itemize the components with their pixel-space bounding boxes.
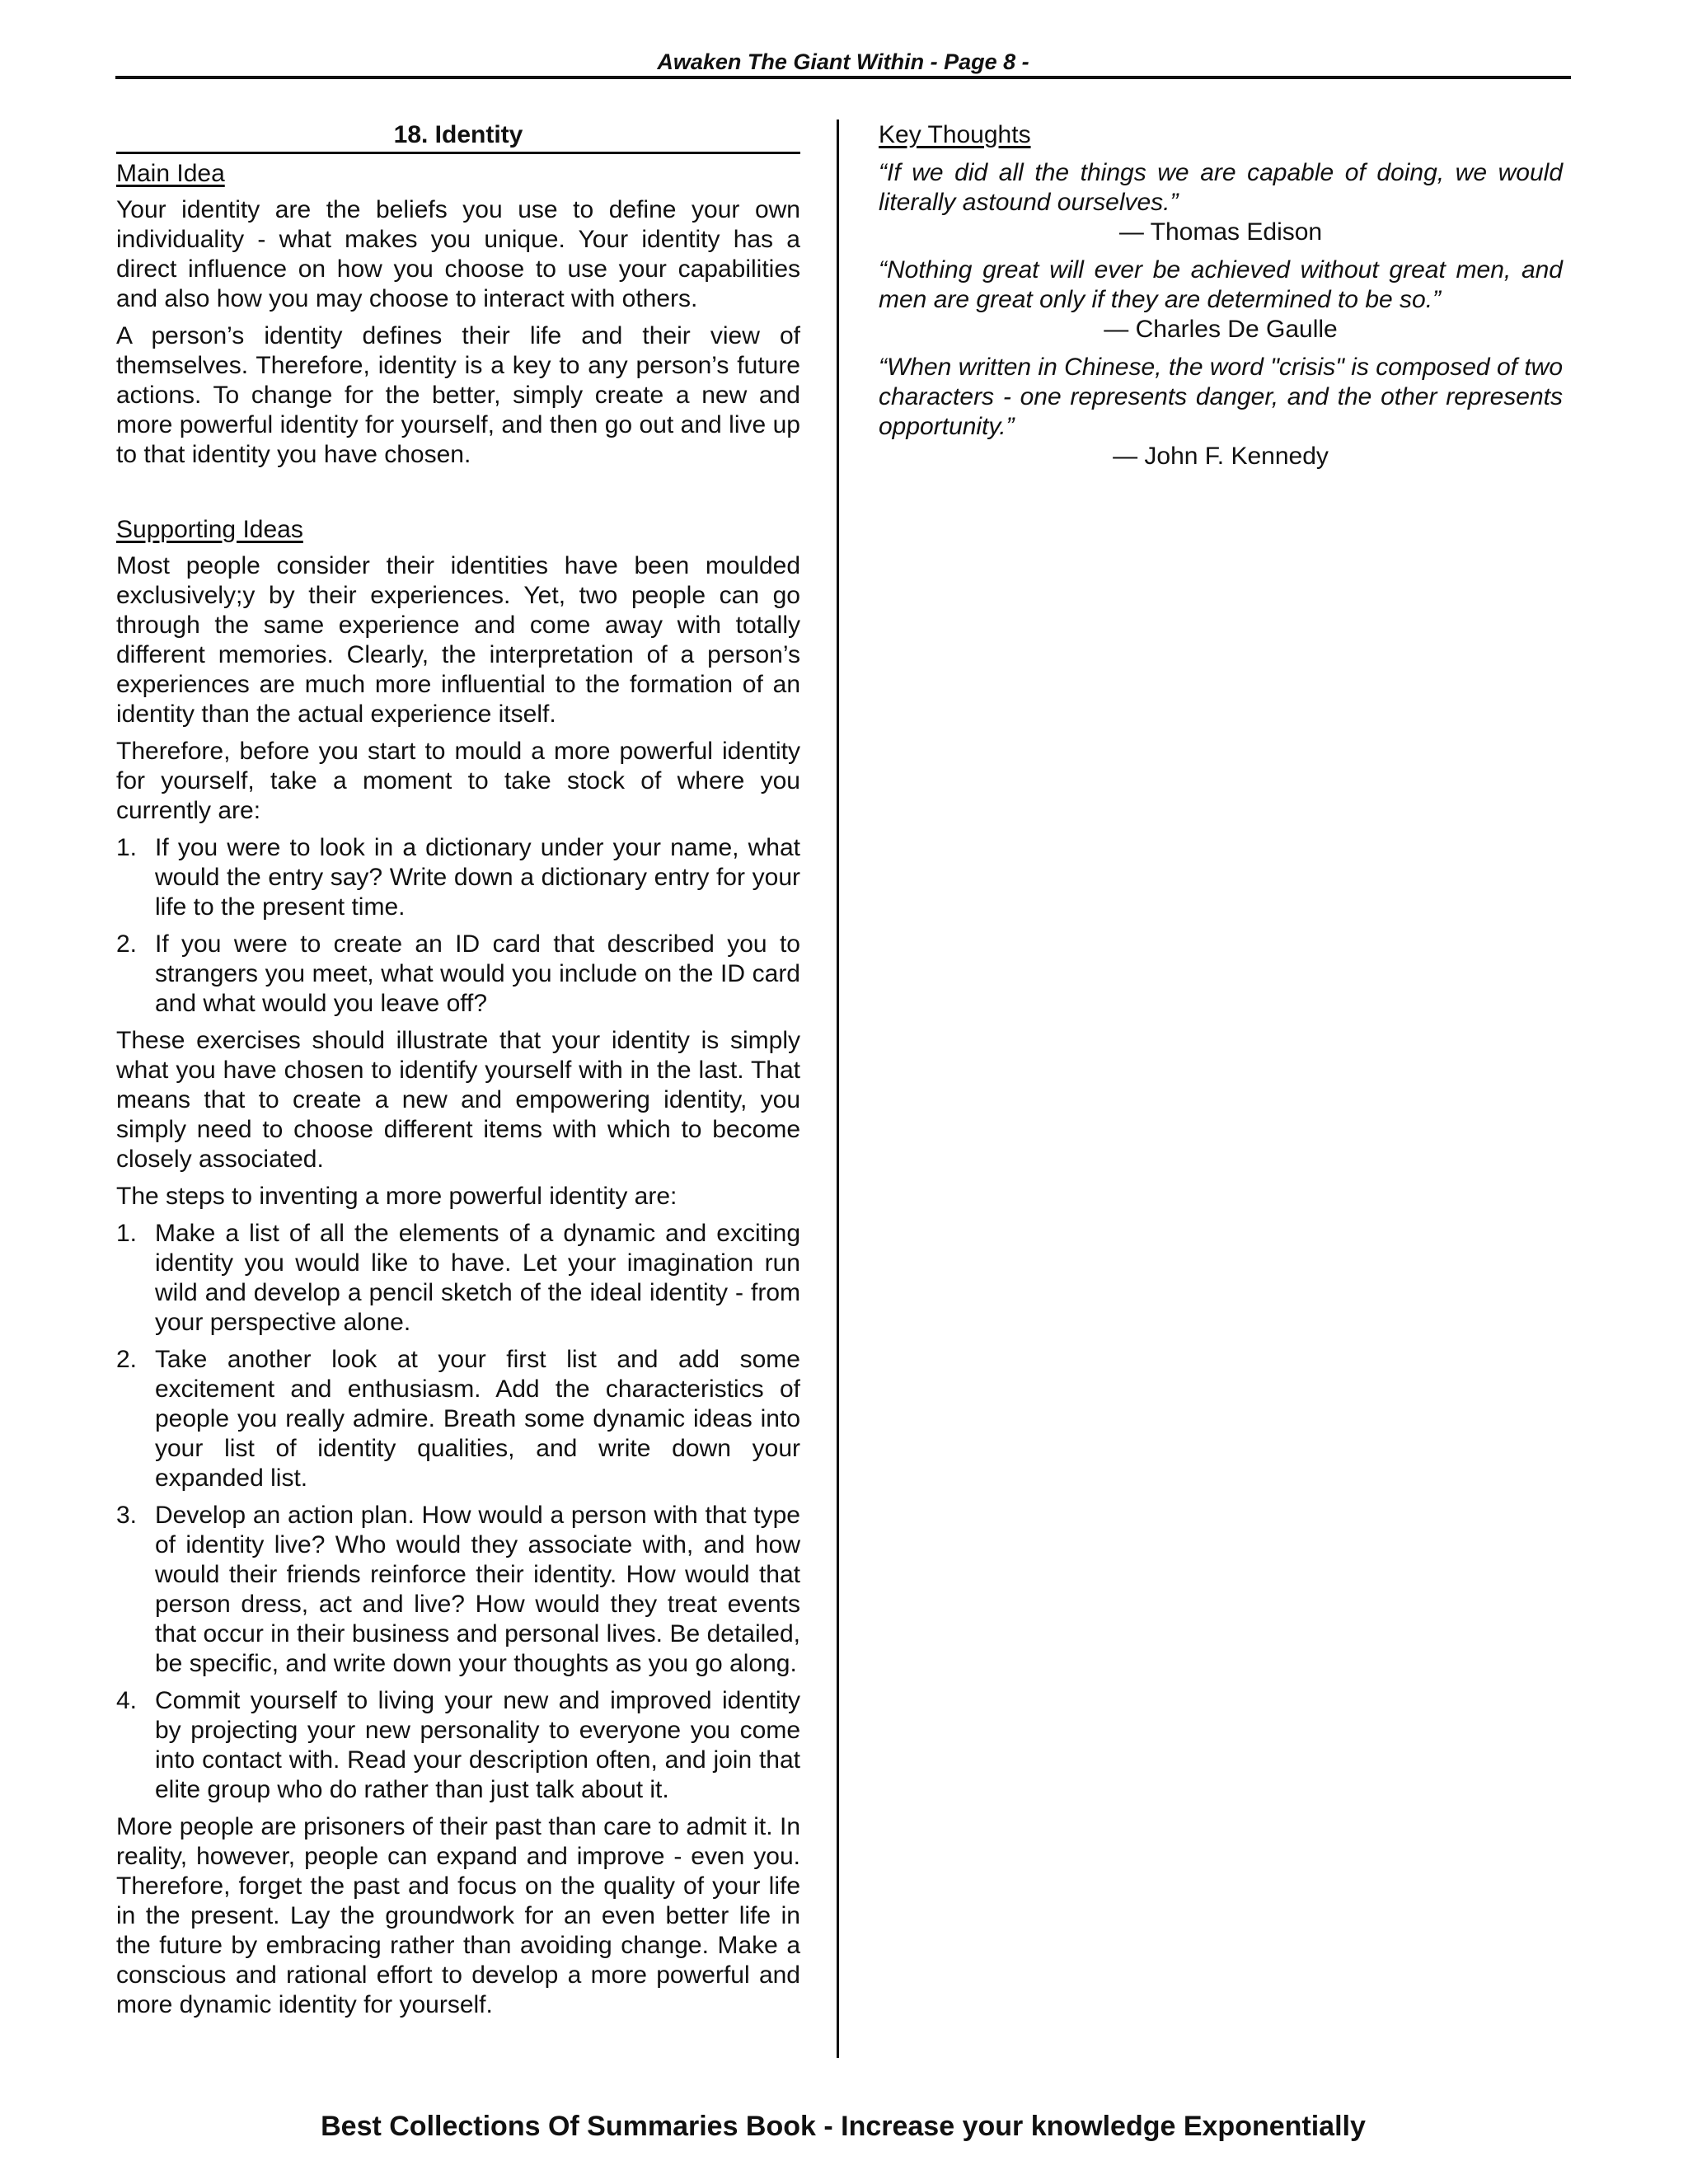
list-item [116,1686,800,1805]
list-item-text: Take another look at your first list and add some excitement and enthusiasm. Add the characteristics of people you really admire. Breath some dynamic ideas into your list of identity qualities, and write down your expanded list. [155,1346,800,1492]
list-item [116,833,800,922]
supporting-paragraph-3: These exercises should illustrate that your identity is simply what you have chosen to identify yourself with in the last. That means that to create a new and empowering identity, you simply need to choose different items with which to become closely associated. [116,1027,800,1173]
section-spacer [116,477,800,515]
list-item-number: 2. [116,1346,138,1373]
quote-author: — John F. Kennedy [1113,443,1329,470]
list-item-number: 3. [116,1502,138,1529]
list-item-text: Commit yourself to living your new and improved identity by projecting your new personality to everyone you come into contact with. Read your description often, and join that elite group who do rather than just talk about it. [155,1687,800,1803]
supporting-ideas-heading: Supporting Ideas [116,516,303,543]
quote-author: — Thomas Edison [1118,218,1323,246]
supporting-paragraph-4: The steps to inventing a more powerful identity are: [116,1183,678,1210]
list-item-number: 2. [116,930,138,958]
list-item [116,1501,800,1679]
column-divider [837,120,839,2058]
supporting-paragraph-1: Most people consider their identities have been moulded exclusively;y by their experiences. Yet, two people can go through the same experience and come away with totally different memories. Clearly, the interpretation of a person’s experiences are much more influential to the formation of an identity than the actual experience itself. [116,552,800,728]
left-column [116,120,800,2027]
list-item-text: Make a list of all the elements of a dynamic and exciting identity you would like to have. Let your imagination run wild and develop a pencil sketch of the ideal identity - from your perspective alone. [155,1220,800,1336]
quote-text: “When written in Chinese, the word "crisis" is composed of two characters - one represents danger, and the other represents opportunity.” [879,354,1563,440]
page-header: Awaken The Giant Within - Page 8 - [657,49,1029,74]
main-idea-paragraph-1: Your identity are the beliefs you use to define your own individuality - what makes you unique. Your identity has a direct influence on how you choose to use your capabilities and also how you may choose to interact with others. [116,196,800,312]
list-item-text: If you were to create an ID card that described you to strangers you meet, what would you include on the ID card and what would you leave off? [155,930,800,1017]
quote-author: — Charles De Gaulle [1104,316,1338,343]
key-thoughts-heading: Key Thoughts [879,121,1031,148]
page-footer: Best Collections Of Summaries Book - Increase your knowledge Exponentially [321,2111,1366,2142]
main-idea-heading: Main Idea [116,160,225,187]
main-idea-paragraph-2: A person’s identity defines their life and their view of themselves. Therefore, identity is a key to any person’s future actions. To change for the better, simply create a new and more powerful identity for yourself, and then go out and live up to that identity you have chosen. [116,322,800,468]
quote-text: “Nothing great will ever be achieved without great men, and men are great only if they are determined to be so.” [879,256,1563,313]
quote-text: “If we did all the things we are capable of doing, we would literally astound ourselves.” [879,159,1563,216]
section-title-rule [116,152,800,154]
steps-list [116,1219,800,1805]
right-column [879,120,1563,471]
supporting-paragraph-2: Therefore, before you start to mould a more powerful identity for yourself, take a moment to take stock of where you currently are: [116,738,800,824]
list-item-number: 4. [116,1687,138,1714]
section-title: 18. Identity [393,121,523,148]
list-item-number: 1. [116,1220,138,1247]
list-item [116,1219,800,1338]
list-item-number: 1. [116,834,138,861]
list-item-text: If you were to look in a dictionary under your name, what would the entry say? Write down a dictionary entry for your life to the present time. [155,834,800,921]
header-rule [115,76,1571,79]
list-item-text: Develop an action plan. How would a person with that type of identity live? Who would they associate with, and how would their friends reinforce their identity. How would that person dress, act and live? How would they treat events that occur in their business and personal lives. Be detailed, be specific, and write down your thoughts as you go along. [155,1502,800,1677]
closing-paragraph: More people are prisoners of their past than care to admit it. In reality, however, people can expand and improve - even you. Therefore, forget the past and focus on the quality of your life in the present. Lay the groundwork for an even better life in the future by embracing rather than avoiding change. Make a conscious and rational effort to develop a more powerful and more dynamic identity for yourself. [116,1813,800,2018]
stock-list [116,833,800,1019]
list-item [116,930,800,1019]
list-item [116,1345,800,1493]
